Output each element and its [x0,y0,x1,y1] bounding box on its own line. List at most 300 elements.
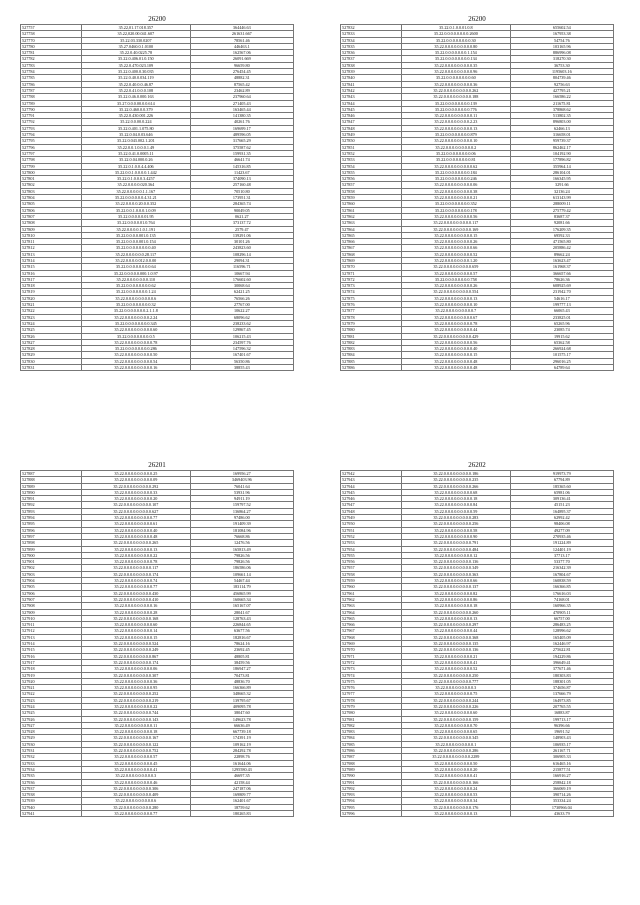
point-id-cell: 527938 [21,792,82,798]
coordinate-cell: 35.22.0.0.0.0.0.0.0.0.0.13 [402,125,511,131]
coordinate-cell: 35.22.0.0.0.0.0.0.0.2.1.1.8 [82,308,191,314]
point-id-cell: 527900 [21,552,82,558]
point-id-cell: 527758 [21,31,82,37]
point-id-cell: 527835 [341,43,402,49]
coordinate-cell: 35.22.0.0.0.0.0.0.0.0.352 [402,201,511,207]
point-id-cell: 527834 [341,37,402,43]
value-cell: 216342.39 [510,565,613,571]
point-id-cell: 527782 [21,56,82,62]
coordinate-cell: 35.22.0.0.0.0.0.0.0.0.0.143 [82,716,191,722]
point-id-cell: 527981 [341,716,402,722]
value-cell: 163465.44 [190,106,293,112]
coordinate-cell: 35.22.0.0.0.0.0.0.0.0.0.48 [82,533,191,539]
value-cell: 513802.35 [510,113,613,119]
coordinate-cell: 35.22.0.0.0.0.0.0.0.0.0.265 [82,540,191,546]
value-cell: 257160.48 [190,182,293,188]
value-cell: 109162.19 [190,741,293,747]
value-cell: 409095.78 [190,703,293,709]
point-id-cell: 527919 [21,672,82,678]
coordinate-cell: 35.22.0.0.0.0.0.0.0.0.0.166 [402,779,511,785]
document-page-top-right [340,14,614,444]
value-cell: 70473.81 [190,672,293,678]
value-cell: 959739.37 [510,138,613,144]
point-id-cell: 527888 [21,477,82,483]
value-cell: 48836.70 [190,678,293,684]
coordinate-cell: 35.22.0.0.0.0.0.0.0.0.0.16 [82,365,191,371]
value-cell: 231942.70 [510,289,613,295]
value-cell: 226844.65 [190,622,293,628]
point-id-cell: 527880 [341,327,402,333]
coordinate-cell: 35.22.0.0.0.0.0.0.0.0.0.95 [82,685,191,691]
coordinate-cell: 35.22.0.0.0.0.0.0.0.0.0.82 [402,590,511,596]
point-id-cell: 527961 [341,590,402,596]
value-cell: 70510.80 [190,188,293,194]
value-cell: 129867.45 [190,327,293,333]
value-cell: 23085.74 [510,327,613,333]
coordinate-cell: 35.22.0.0.0.0.0.0.0.0.184 [402,169,511,175]
point-id-cell: 527939 [21,798,82,804]
point-id-cell: 527891 [21,496,82,502]
point-id-cell: 527903 [21,571,82,577]
value-cell: 56350.86 [190,358,293,364]
point-id-cell: 527918 [21,666,82,672]
point-id-cell: 527790 [21,106,82,112]
coordinate-cell: 35.22.0.0.0.0.020.364 [82,182,191,188]
coordinate-cell: 35.22.0.0.0.0.0.0.0.0.0.22 [82,552,191,558]
value-cell: 159797.52 [190,502,293,508]
coordinate-cell: 35.22.0.0.0.0.0.0.28.117 [82,251,191,257]
value-cell: 173951.31 [190,195,293,201]
value-cell: 43633.79 [510,811,613,817]
point-id-cell: 527883 [341,346,402,352]
value-cell: 104192.90 [510,150,613,156]
coordinate-cell: 35.22.0.0.0.0.0.0.0.0.0.56 [402,213,511,219]
value-cell: 188301.05 [510,678,613,684]
coordinate-cell: 35.22.0.0.0.0.0.0.0.0.246 [402,176,511,182]
point-id-cell: 527969 [341,641,402,647]
value-cell: 108296.14 [190,251,293,257]
point-id-cell: 527983 [341,729,402,735]
point-id-cell: 527901 [21,559,82,565]
point-id-cell: 527845 [341,106,402,112]
value-cell: 16883.87 [510,710,613,716]
value-cell: 306905.33 [510,754,613,760]
value-cell: 205886.42 [510,245,613,251]
coordinate-cell: 35.22.0.0.0.0.0.0.0.0.60 [402,75,511,81]
value-cell: 199713.17 [510,716,613,722]
point-id-cell: 527826 [21,333,82,339]
coordinate-cell: 35.22.0.0.0.0.0.0.4.31.21 [82,195,191,201]
value-cell: 166366.85 [510,584,613,590]
value-cell: 124401.19 [510,546,613,552]
point-id-cell: 527800 [21,169,82,175]
point-id-cell: 527861 [341,207,402,213]
point-id-cell: 527802 [21,182,82,188]
coordinate-cell: 35.22.0.0.0.0.0.0.0.0.0.44 [402,628,511,634]
coordinate-cell: 35.22.0.0.0.0.0.0.0.0.0.349 [402,565,511,571]
point-id-cell: 527951 [341,527,402,533]
point-id-cell: 527791 [21,113,82,119]
coordinate-cell: 35.22.0.0.0.0.0.0.0.0.0.13 [402,295,511,301]
point-id-cell: 527988 [341,760,402,766]
point-id-cell: 527844 [341,100,402,106]
point-id-cell: 527829 [21,352,82,358]
point-id-cell: 527881 [341,333,402,339]
coordinate-table [340,470,614,817]
value-cell: 89662.24 [510,251,613,257]
value-cell: 106215.43 [190,333,293,339]
coordinate-cell: 35.22.0.0.1.0.0.0.0.1.442 [82,169,191,175]
coordinate-table [340,24,614,371]
value-cell: 166366.89 [190,685,293,691]
value-cell: 284292.78 [190,748,293,754]
value-cell: 233825.01 [510,314,613,320]
coordinate-cell: 35.22.0.1.0.0.01.0.8 [402,25,511,31]
point-id-cell: 527875 [341,295,402,301]
coordinate-cell: 35.22.0.0.0.0.0.0.0.0.0.2289 [402,754,511,760]
value-cell: 3291.66 [510,182,613,188]
table-row [341,811,614,817]
value-cell: 160838.59 [510,578,613,584]
point-id-cell: 527986 [341,748,402,754]
point-id-cell: 527905 [21,584,82,590]
coordinate-cell: 35.22.0.0.0.0.0.0.0.0.0.65 [402,729,511,735]
page-title: 26201 [148,461,166,469]
value-cell: 318270.30 [510,56,613,62]
coordinate-cell: 35.22.0.0.0.0.0.0.0.0.0.174 [82,571,191,577]
coordinate-cell: 35.22.0.0.00.0.224 [82,119,191,125]
value-cell: 199777.13 [510,302,613,308]
document-page-bottom-right [340,460,614,890]
point-id-cell: 527899 [21,546,82,552]
point-id-cell: 527831 [21,365,82,371]
coordinate-table [20,24,294,371]
point-id-cell: 527972 [341,659,402,665]
coordinate-cell: 35.22.0.04.0.03.646 [82,132,191,138]
coordinate-cell: 35.22.0.0.0.0.0.0.0.0.0.20 [82,496,191,502]
point-id-cell: 527933 [21,760,82,766]
value-cell: 169956.27 [190,471,293,477]
value-cell: 176602.60 [190,276,293,282]
point-id-cell: 527967 [341,628,402,634]
coordinate-cell: 35.22.0.0.0.0.0.0.0.0.0.244 [402,697,511,703]
coordinate-cell: 35.22.0.0.0.0.0.0.0.0.0.117 [402,220,511,226]
coordinate-cell: 35.22.0.0.0.0.0.0.0.0.0.307 [82,672,191,678]
value-cell: 96659.80 [190,62,293,68]
value-cell: 286483.25 [510,622,613,628]
value-cell: 69592.33 [510,232,613,238]
point-id-cell: 527959 [341,578,402,584]
coordinate-cell: 35.22.0.0.0.0.0.0.0.0.0.283 [402,515,511,521]
value-cell: 23462.89 [190,87,293,93]
coordinate-cell: 35.22.0.0.0.0.0.0.0.0.0.56 [402,339,511,345]
point-id-cell: 527955 [341,552,402,558]
point-id-cell: 527886 [341,365,402,371]
coordinate-cell: 35.22.0.0.0.0.0.0.0.0.0.554 [402,289,511,295]
coordinate-cell: 35.22.0.0.0.0.0.0.0.0.1.20 [402,257,511,263]
point-id-cell: 527807 [21,213,82,219]
value-cell: 163623.47 [510,257,613,263]
value-cell: 141380.35 [190,113,293,119]
coordinate-cell: 35.22.0.0.0.0.0.0.0.0.0.429 [402,333,511,339]
coordinate-cell: 35.22.0.0.0.0.0.0.0.0.0.78 [82,339,191,345]
value-cell: 116596.71 [190,264,293,270]
coordinate-cell: 35.22.0.0.0.0.0.0.0.0.0.10 [402,302,511,308]
value-cell: 396649.41 [510,659,613,665]
value-cell: 167401.67 [190,352,293,358]
coordinate-cell: 35.22.0.40.0.034.119 [82,75,191,81]
coordinate-cell: 35.22.0.0.0.0.0.0.0.0.0.250 [402,672,511,678]
point-id-cell: 527916 [21,653,82,659]
coordinate-cell: 35.22.0.0.0.0.0.0.0.0.0.52 [402,666,511,672]
value-cell: 374090.13 [190,176,293,182]
point-id-cell: 527795 [21,138,82,144]
point-id-cell: 527984 [341,735,402,741]
coordinate-cell: 35.22.0.0.0.0.0.0.0.0.62 [82,283,191,289]
value-cell: 66757.00 [510,615,613,621]
point-id-cell: 527996 [341,811,402,817]
coordinate-cell: 35.22.0.0.0.0.0.0.0.0.0.262 [402,87,511,93]
value-cell: 0621.27 [190,213,293,219]
point-id-cell: 527892 [21,502,82,508]
value-cell: 180265.83 [190,811,293,817]
point-id-cell: 527785 [21,75,82,81]
coordinate-cell: 35.22.0.0.0.0.0.0.0.0.758 [402,276,511,282]
coordinate-cell: 35.22.0.0.0.0.0.0.0.0.0.13 [82,546,191,552]
coordinate-cell: 35.22.0.0.0.0.0.0.0.0.0.96 [402,69,511,75]
value-cell: 28041.67 [190,609,293,615]
point-id-cell: 527992 [341,785,402,791]
point-id-cell: 527876 [341,302,402,308]
point-id-cell: 527848 [341,125,402,131]
value-cell: 353334.24 [510,798,613,804]
point-id-cell: 527854 [341,163,402,169]
point-id-cell: 527930 [21,741,82,747]
coordinate-cell: 35.22.0.0.0.0.0.0.0.0.139 [402,100,511,106]
value-cell: 181084.96 [190,527,293,533]
point-id-cell: 527922 [21,691,82,697]
point-id-cell: 527980 [341,710,402,716]
coordinate-cell: 35.22.0.0.0.0.20.0.0.352 [82,201,191,207]
value-cell: 46641.74 [190,157,293,163]
coordinate-cell: 35.22.0.0.0.0.0.0.0.0.0.26 [402,283,511,289]
coordinate-cell: 35.22.0.0.0.0.0.0.0.0.0.137 [402,584,511,590]
value-cell: 164973.85 [510,697,613,703]
coordinate-cell: 35.22.0.0.0.0.0.0.0.0.0.167 [82,735,191,741]
value-cell: 886996.08 [510,50,613,56]
value-cell: 62466.13 [510,125,613,131]
value-cell: 276454.45 [190,69,293,75]
value-cell: 148903.43 [510,735,613,741]
coordinate-cell: 35.22.0.0.0.0.0.0.0.0.0.33 [82,489,191,495]
point-id-cell: 527832 [341,25,402,31]
coordinate-cell: 35.22.0.46.0.000.163 [82,94,191,100]
value-cell: 128763.43 [190,615,293,621]
point-id-cell: 527836 [341,50,402,56]
coordinate-cell: 35.22.0.0.0.0.0.0.0.0.0.306 [82,785,191,791]
coordinate-cell: 35.22.0.0.0.0.0.0.0.0.178 [402,207,511,213]
coordinate-cell: 35.22.0.400.0.30.035 [82,69,191,75]
value-cell: 27767.00 [190,302,293,308]
coordinate-cell: 35.22.0.401.1.075.80 [82,125,191,131]
value-cell: 207765.55 [510,703,613,709]
value-cell: 169809.77 [190,792,293,798]
point-id-cell: 527841 [341,81,402,87]
point-id-cell: 527885 [341,358,402,364]
value-cell: 67794.89 [510,477,613,483]
point-id-cell: 527850 [341,138,402,144]
point-id-cell: 527842 [341,87,402,93]
value-cell: 10622.27 [190,308,293,314]
point-id-cell: 527896 [21,527,82,533]
coordinate-cell: 35.22.0.0.0.0.0.0.0.0.0.260 [402,609,511,615]
point-id-cell: 527926 [21,716,82,722]
coordinate-cell: 35.22.0.406.01.0.150 [82,56,191,62]
value-cell: 64789.64 [510,365,613,371]
value-cell: 103165.96 [510,43,613,49]
point-id-cell: 527943 [341,477,402,483]
value-cell: 42158.44 [190,779,293,785]
value-cell: 177896.82 [510,157,613,163]
point-id-cell: 527956 [341,559,402,565]
coordinate-cell: 35.22.0.0.0.0.0.0.0.0.0.15 [82,634,191,640]
value-cell: 373137.72 [190,220,293,226]
coordinate-cell: 35.22.0.0.0.0.0.0.0.0.0.1 [402,741,511,747]
coordinate-cell: 35.27.0460.0.1.0100 [82,43,191,49]
value-cell: 355964.14 [510,163,613,169]
value-cell: 78561.46 [190,37,293,43]
value-cell: 258842.18 [510,779,613,785]
value-cell: 76041.64 [190,483,293,489]
value-cell: 97486.00 [190,515,293,521]
value-cell: 165405.09 [510,634,613,640]
point-id-cell: 527799 [21,163,82,169]
coordinate-cell: 35.22.0.1.0.0.4.4.406 [82,163,191,169]
coordinate-cell: 35.22.0.0.0.0.0.0.0.0.0.57 [402,270,511,276]
point-id-cell: 527948 [341,508,402,514]
value-cell: 288009.11 [510,201,613,207]
value-cell: 38855.43 [190,365,293,371]
value-cell: 87565.42 [190,81,293,87]
point-id-cell: 527909 [21,609,82,615]
point-id-cell: 527796 [21,144,82,150]
value-cell: 215877.51 [510,766,613,772]
value-cell: 489596.05 [190,132,293,138]
coordinate-cell: 35.22.0.41.0.0.0.108 [82,87,191,93]
coordinate-cell: 35.22.0.0.0.0.001.0.154 [82,239,191,245]
point-id-cell: 527819 [21,289,82,295]
point-id-cell: 527866 [341,239,402,245]
value-cell: 36753.30 [510,62,613,68]
coordinate-cell: 35.22.0.0.0.0.0.0.0.0.0.54 [82,358,191,364]
value-cell: 90049.05 [190,207,293,213]
value-cell: 2579.47 [190,226,293,232]
point-id-cell: 527818 [21,283,82,289]
point-id-cell: 527825 [21,327,82,333]
coordinate-cell: 35.22.0.0.0.0.0.0.0.0.0.09 [82,477,191,483]
coordinate-cell: 35.22.0.0.0.0.0.0.0.0.5 [82,333,191,339]
coordinate-cell: 35.22.0.0.0.0.0.0.0.0.0.13 [402,811,511,817]
point-id-cell: 527859 [341,195,402,201]
value-cell: 378868.62 [510,106,613,112]
point-id-cell: 527840 [341,75,402,81]
coordinate-cell: 35.22.0.0.0.0.0.0.0.0.0.06 [402,182,511,188]
point-id-cell: 527853 [341,157,402,163]
point-id-cell: 527809 [21,226,82,232]
value-cell: 608925.69 [510,283,613,289]
point-id-cell: 527867 [341,245,402,251]
coordinate-cell: 35.22.0.0.0.0.0.0.0.0.0.484 [402,546,511,552]
point-id-cell: 527849 [341,132,402,138]
coordinate-cell: 35.22.0.0.0.0.0.0.0.0.0.186 [402,471,511,477]
coordinate-cell: 35.22.0.0.0.0.0.0.0.0.0.286 [402,748,511,754]
point-id-cell: 527884 [341,352,402,358]
coordinate-cell: 35.22.0.0.0.0.0.0.0.0.0.15 [402,232,511,238]
point-id-cell: 527860 [341,201,402,207]
coordinate-cell: 35.22.0.0.0.0.012.0.0.00 [82,257,191,263]
value-cell: 366657.66 [510,270,613,276]
coordinate-cell: 35.22.0.0.0.0.0.0.0.0.0.3 [82,773,191,779]
point-id-cell: 527862 [341,213,402,219]
table-row [341,365,614,371]
value-cell: 164895.37 [510,508,613,514]
value-cell: 275779.42 [510,207,613,213]
coordinate-cell: 35.22.0.0.0.0.0.0.0.1.24 [82,289,191,295]
value-cell: 54467.44 [190,578,293,584]
value-cell: 804739.46 [510,75,613,81]
coordinate-cell: 35.22.0.0.0.0.0.0.0.0.0.226 [402,703,511,709]
point-id-cell: 527936 [21,779,82,785]
point-id-cell: 527843 [341,94,402,100]
value-cell: 167953.38 [510,31,613,37]
value-cell: 390714.26 [510,792,613,798]
coordinate-cell: 35.22.0.0.0.0.0.0.0.0.0.34 [402,798,511,804]
point-id-cell: 527865 [341,232,402,238]
value-cell: 30068.64 [190,283,293,289]
coordinate-cell: 35.22.0.0.0.0.0.0.0.0.286 [82,346,191,352]
coordinate-cell: 35.22.0.0.0.0.0.0.0.0.0.60 [82,622,191,628]
table-row [21,811,294,817]
value-cell: 191224.89 [510,540,613,546]
point-id-cell: 527985 [341,741,402,747]
value-cell: 62992.42 [510,515,613,521]
point-id-cell: 527824 [21,320,82,326]
value-cell: 137666.79 [510,691,613,697]
value-cell: 180303.83 [510,672,613,678]
point-id-cell: 527798 [21,157,82,163]
point-id-cell: 527858 [341,188,402,194]
coordinate-cell: 35.22.0.0.0.0.0.0.0.0.40 [82,245,191,251]
value-cell: 613143.99 [510,195,613,201]
coordinate-cell: 35.22.0.0.0.0.0.0.0.0.0.24 [402,785,511,791]
coordinate-cell: 35.22.0.0.0.0.0.0.0.0.0.159 [402,716,511,722]
point-id-cell: 527797 [21,150,82,156]
coordinate-cell: 35.22.0.0.0.0.0.0.0.110 [82,276,191,282]
value-cell: 162446.97 [510,641,613,647]
value-cell: 270935.46 [510,533,613,539]
coordinate-cell: 35.22.0.0.0.0.0.0.0.0.0.57 [82,754,191,760]
value-cell: 616465.16 [510,760,613,766]
point-id-cell: 527904 [21,578,82,584]
coordinate-cell: 35.22.0.0.0.0.0.0.0.0.0.60 [402,710,511,716]
point-id-cell: 527971 [341,653,402,659]
coordinate-cell: 35.22.0.0.0.0.0.0.0.0.0.235 [402,477,511,483]
value-cell: 30101.26 [190,239,293,245]
point-id-cell: 527925 [21,710,82,716]
point-id-cell: 527794 [21,132,82,138]
coordinate-cell: 35.22.0.0.0.0.0.1.1.167 [82,188,191,194]
coordinate-cell: 35.22.0.0.0.0.0.0.0.0.0.18 [82,729,191,735]
